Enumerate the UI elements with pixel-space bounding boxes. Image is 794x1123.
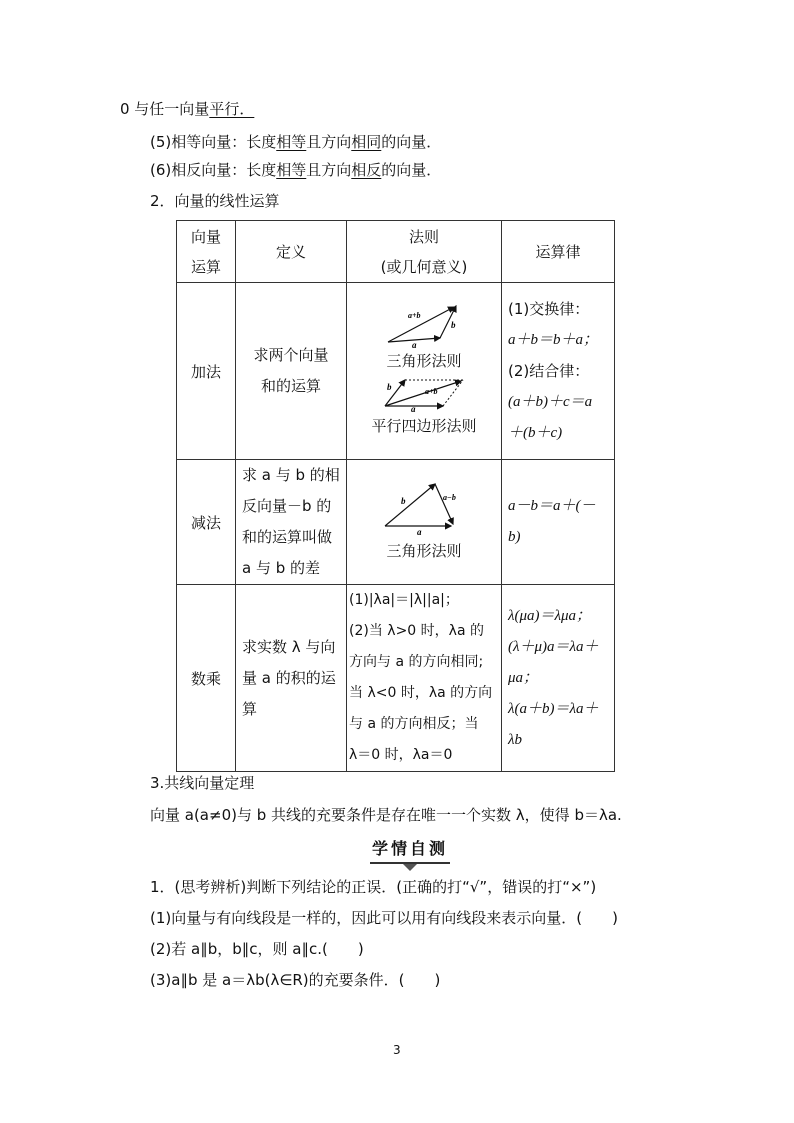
def5-u2: 相同 (351, 133, 382, 151)
law-text: λ(μa)＝λμa； (508, 607, 592, 624)
triangle-rule-subtraction-figure (381, 478, 467, 536)
header-cell-laws: 运算律 (502, 221, 615, 283)
definition-equal-vector (150, 132, 441, 152)
question-1-item-1: (1)向量与有向线段是一样的，因此可以用有向线段来表示向量．( ) (150, 909, 618, 927)
label-b: b (451, 320, 456, 330)
definition-text: 反向量－b 的 (242, 497, 332, 515)
law-text: (1)交换律： (508, 299, 590, 318)
definition-text: 求 a 与 b 的相 (242, 466, 340, 484)
def5-u1: 相等 (276, 133, 307, 151)
rule-text: 与 a 的方向相反；当 (349, 716, 479, 732)
definition-cell (236, 585, 347, 772)
definition-text: 量 a 的积的运 (242, 668, 336, 687)
question-1-item-2: (2)若 a∥b，b∥c，则 a∥c.( ) (150, 940, 364, 958)
header-text: 运算 (190, 257, 221, 276)
law-text: a－b＝a＋(－ (508, 498, 596, 514)
law-text: λ(a＋b)＝λa＋ (508, 700, 599, 717)
collinear-theorem-text: 向量 a(a≠0)与 b 共线的充要条件是存在唯一一个实数 λ，使得 b＝λa. (150, 806, 622, 824)
definition-opposite-vector (150, 160, 441, 180)
definition-text: 求两个向量 (253, 346, 329, 364)
definition-cell (236, 460, 347, 585)
self-test-badge (370, 836, 450, 871)
section-2-title: 2．向量的线性运算 (150, 192, 280, 210)
operation-name: 加法 (177, 283, 236, 460)
question-1: 1．(思考辨析)判断下列结论的正误．(正确的打“√”，错误的打“×”) (150, 878, 597, 896)
triangle-rule-addition-figure (384, 302, 464, 348)
def6-u1: 相等 (276, 161, 307, 179)
rule-text: λ＝0 时，λa＝0 (349, 747, 453, 763)
intro-underlined: 平行． (209, 100, 255, 118)
page-number: 3 (393, 1043, 401, 1057)
rule-text: 当 λ<0 时，λa 的方向 (349, 685, 493, 701)
definition-text: 算 (242, 699, 258, 718)
table-row-subtraction (177, 460, 615, 585)
header-text: (或几何意义) (380, 257, 468, 276)
rule-triangle-label: 三角形法则 (386, 352, 462, 370)
rule-cell (347, 585, 502, 772)
rule-parallelogram-label: 平行四边形法则 (371, 417, 477, 435)
vector-sum-arrow (385, 381, 461, 406)
header-text: 向量 (190, 227, 221, 246)
rule-text: 方向与 a 的方向相同; (349, 654, 484, 670)
def6-u2: 相反 (351, 161, 382, 179)
intro-prefix: 0 与任一向量 (120, 100, 210, 118)
definition-text: 和的运算 (260, 377, 321, 395)
label-a: a (412, 340, 417, 348)
rule-text: (1)|λa|＝|λ||a|； (349, 592, 459, 608)
rule-text: (2)当 λ>0 时，λa 的 (349, 623, 484, 639)
rule-triangle-label: 三角形法则 (386, 542, 462, 560)
definition-text: 和的运算叫做 (242, 528, 333, 546)
definition-text: a 与 b 的差 (242, 559, 321, 577)
rule-cell (347, 460, 502, 585)
def5-suffix: 的向量． (381, 133, 442, 151)
def6-suffix: 的向量． (381, 161, 442, 179)
label-sum: a+b (425, 387, 438, 396)
table-row-addition (177, 283, 615, 460)
label-sum: a+b (408, 311, 421, 320)
def6-prefix: (6)相反向量：长度 (150, 161, 277, 179)
law-text: λb (508, 731, 522, 748)
label-b: b (387, 382, 392, 392)
vector-sum-arrow (388, 307, 454, 342)
header-cell-rule (347, 221, 502, 283)
label-diff: a−b (443, 493, 456, 502)
definition-cell (236, 283, 347, 460)
law-text: (2)结合律： (508, 361, 590, 380)
laws-cell (502, 283, 615, 460)
laws-cell (502, 585, 615, 772)
definition-text: 求实数 λ 与向 (242, 637, 336, 656)
law-text: a＋b＝b＋a； (508, 331, 599, 348)
law-text: μa； (508, 669, 539, 686)
section-3-title: 3.共线向量定理 (150, 774, 255, 792)
law-text: b) (508, 529, 521, 545)
badge-text: 学情自测 (371, 839, 448, 858)
def6-mid: 且方向 (306, 161, 352, 179)
table-row-scalar-multiplication (177, 585, 615, 772)
parallelogram-rule-figure (381, 374, 467, 412)
def5-prefix: (5)相等向量：长度 (150, 133, 277, 151)
laws-cell (502, 460, 615, 585)
table-header-row (177, 221, 615, 283)
law-text: (λ＋μ)a＝λa＋ (508, 638, 599, 655)
label-b: b (401, 496, 406, 506)
vector-operations-table (176, 220, 615, 772)
operation-name: 减法 (177, 460, 236, 585)
operation-name: 数乘 (177, 585, 236, 772)
badge-down-arrow-icon (403, 864, 417, 871)
vector-b-arrow (385, 484, 435, 526)
law-text: ＋(b＋c) (508, 424, 563, 441)
rule-cell (347, 283, 502, 460)
header-cell-operation (177, 221, 236, 283)
vector-diff-arrow (435, 484, 453, 524)
law-text: (a＋b)＋c＝a (508, 393, 593, 410)
question-1-item-3: (3)a∥b 是 a＝λb(λ∈R)的充要条件．( ) (150, 971, 441, 989)
header-cell-definition: 定义 (236, 221, 347, 283)
label-a: a (417, 527, 422, 536)
intro-line (120, 99, 254, 119)
label-a: a (411, 404, 416, 412)
header-text: 法则 (408, 227, 439, 246)
def5-mid: 且方向 (306, 133, 352, 151)
